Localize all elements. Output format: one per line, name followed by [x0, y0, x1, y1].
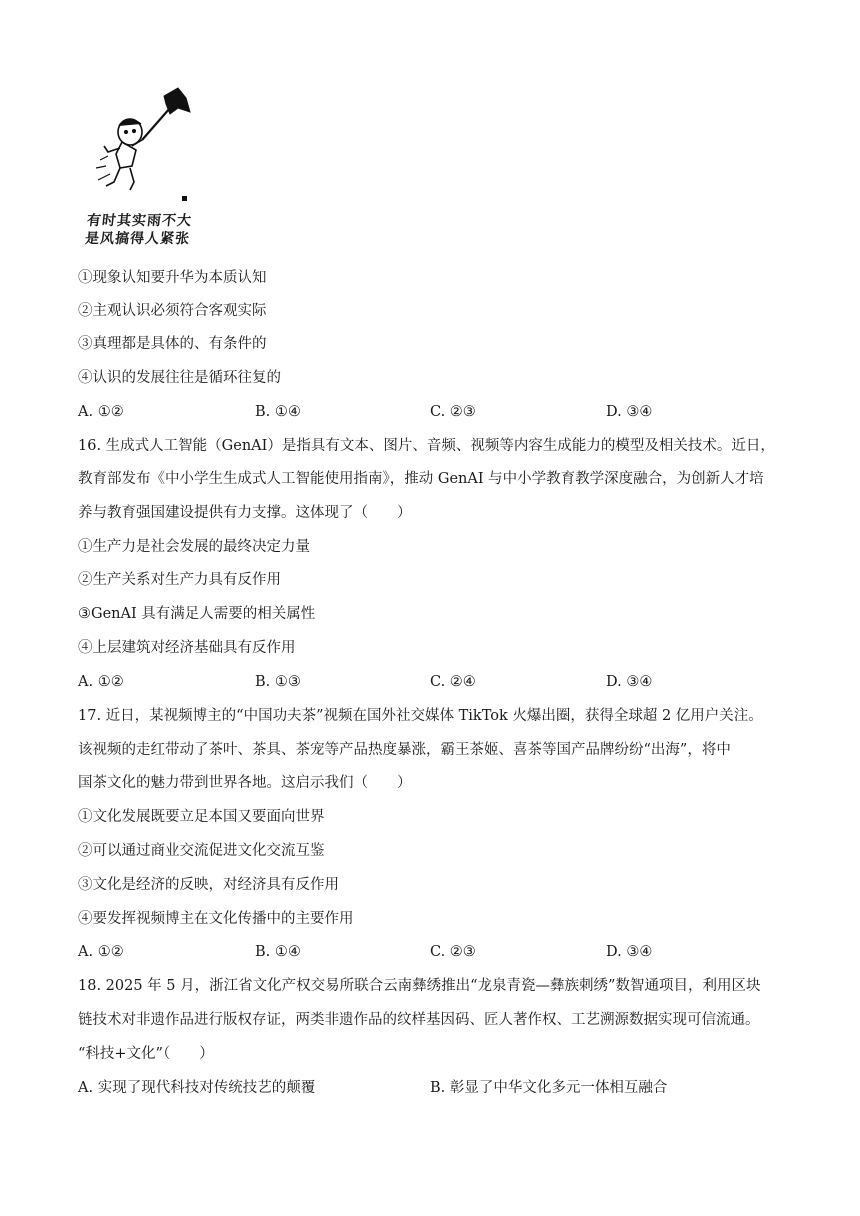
q16-stem-line-2: 教育部发布《中小学生生成式人工智能使用指南》，推动 GenAI 与中小学教育教学深度融合，为创新人才培 [78, 471, 764, 487]
q15-option-b: B. ①④ [255, 404, 301, 420]
q16-option-a: A. ①② [78, 674, 124, 690]
q15-item-1: ①现象认知要升华为本质认知 [78, 270, 267, 286]
q18-option-a: A. 实现了现代科技对传统技艺的颠覆 [78, 1080, 316, 1096]
q17-stem-line-2: 该视频的走红带动了茶叶、茶具、茶宠等产品热度暴涨，霸王茶姬、喜茶等国产品牌纷纷“出海”，将中 [78, 742, 731, 758]
q15-option-c: C. ②③ [430, 404, 476, 420]
person-figure [96, 119, 142, 190]
q17-stem-line-3: 国茶文化的魅力带到世界各地。这启示我们（ ） [78, 775, 412, 791]
q17-stem-line-1: 17. 近日，某视频博主的“中国功夫茶”视频在国外社交媒体 TikTok 火爆出圈，获得全球超 2 亿用户关注。 [78, 708, 763, 724]
q15-option-a: A. ①② [78, 404, 124, 420]
q17-item-3: ③文化是经济的反映，对经济具有反作用 [78, 877, 339, 893]
q17-option-a: A. ①② [78, 944, 124, 960]
q17-option-b: B. ①④ [255, 944, 301, 960]
q16-item-4: ④上层建筑对经济基础具有反作用 [78, 640, 296, 656]
q16-item-1: ①生产力是社会发展的最终决定力量 [78, 539, 310, 555]
q18-stem-line-1: 18. 2025 年 5 月，浙江省文化产权交易所联合云南彝绣推出“龙泉青瓷—彝族刺绣”数智通项目，利用区块 [78, 978, 761, 994]
q17-item-2: ②可以通过商业交流促进文化交流互鉴 [78, 843, 325, 859]
q16-stem-line-3: 养与教育强国建设提供有力支撑。这体现了（ ） [78, 505, 412, 521]
q18-option-b: B. 彰显了中华文化多元一体相互融合 [430, 1080, 668, 1096]
q16-stem-line-1: 16. 生成式人工智能（GenAI）是指具有文本、图片、音频、视频等内容生成能力的模型及相关技术。近日， [78, 438, 775, 454]
q16-option-c: C. ②④ [430, 674, 476, 690]
q15-option-d: D. ③④ [606, 404, 653, 420]
q16-item-2: ②生产关系对生产力具有反作用 [78, 572, 281, 588]
q15-item-2: ②主观认识必须符合客观实际 [78, 303, 267, 319]
q18-stem-line-3: “科技+文化”（ ） [78, 1046, 214, 1062]
q17-item-4: ④要发挥视频博主在文化传播中的主要作用 [78, 911, 354, 927]
q18-stem-line-2: 链技术对非遗作品进行版权存证，两类非遗作品的纹样基因码、匠人著作权、工艺溯源数据实现可信流通。 [78, 1012, 760, 1028]
caption-line-1: 有时其实雨不大 [86, 213, 193, 229]
q17-option-d: D. ③④ [606, 944, 653, 960]
q17-option-c: C. ②③ [430, 944, 476, 960]
q16-option-b: B. ①③ [255, 674, 301, 690]
q16-option-d: D. ③④ [606, 674, 653, 690]
caption-line-2: 是风搞得人紧张 [84, 231, 191, 247]
ink-dot [182, 196, 187, 201]
q17-item-1: ①文化发展既要立足本国又要面向世界 [78, 809, 325, 825]
cartoon-caption [84, 212, 193, 248]
q16-item-3: ③GenAI 具有满足人需要的相关属性 [78, 606, 316, 622]
q15-item-3: ③真理都是具体的、有条件的 [78, 336, 267, 352]
q15-item-4: ④认识的发展往往是循环往复的 [78, 370, 281, 386]
umbrella-icon [142, 88, 190, 140]
